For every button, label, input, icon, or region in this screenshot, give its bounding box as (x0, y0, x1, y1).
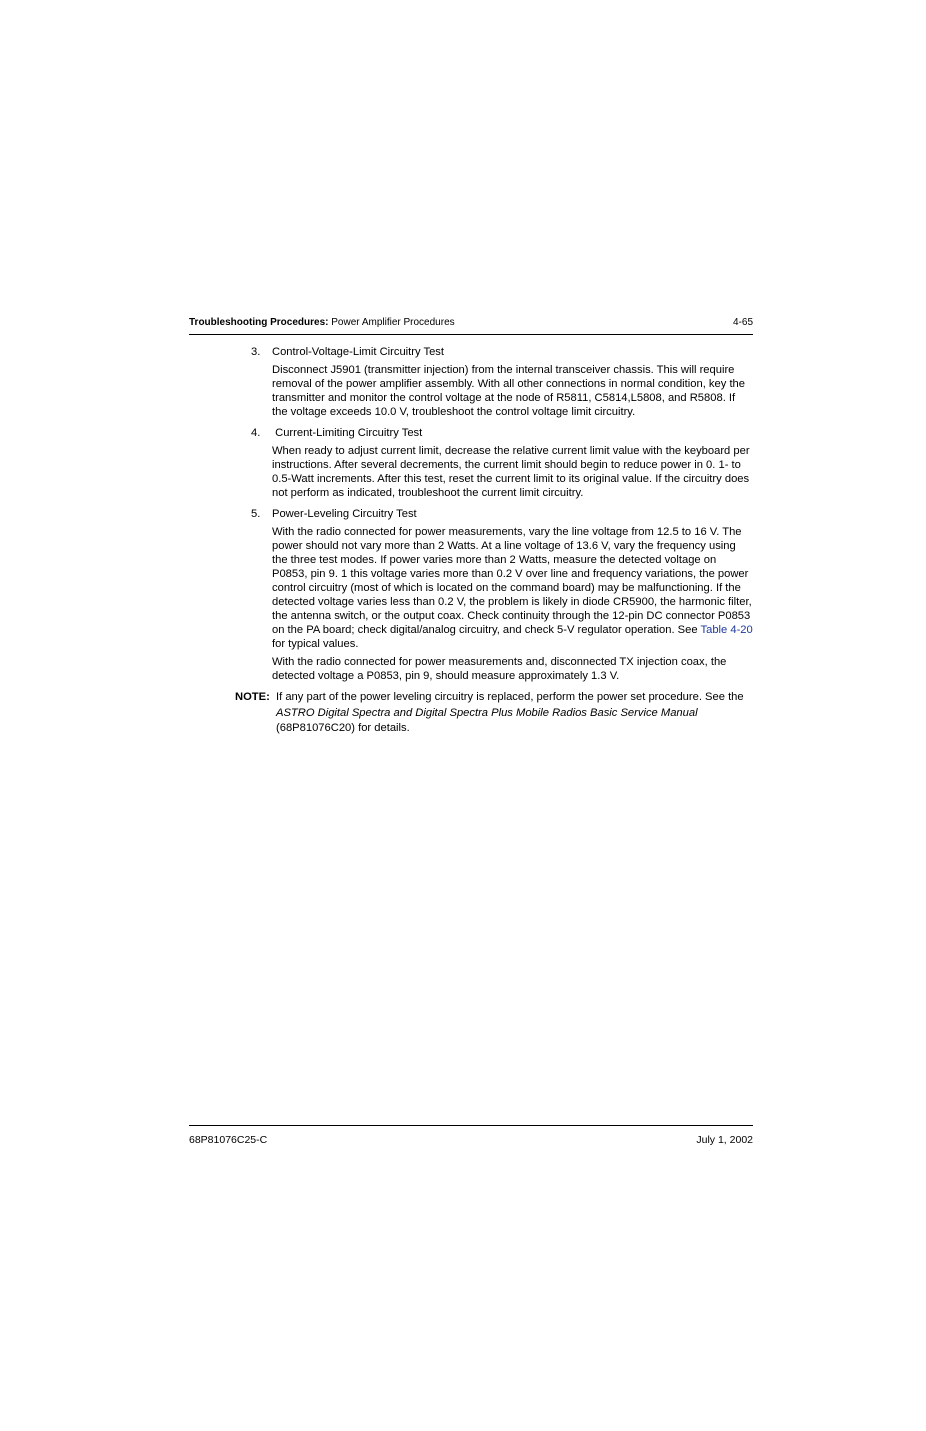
page-body (189, 345, 753, 737)
header-subsection-title: Power Amplifier Procedures (331, 317, 455, 328)
manual-title: ASTRO Digital Spectra and Digital Spectra Plus Mobile Radios Basic Service Manual (276, 706, 698, 719)
page-number: 4-65 (732, 317, 753, 328)
publication-date: July 1, 2002 (696, 1134, 753, 1146)
list-item-number: 4. (251, 427, 261, 439)
list-item-number: 5. (251, 508, 261, 520)
document-number: 68P81076C25-C (189, 1134, 268, 1146)
list-item-5 (189, 507, 753, 683)
list-item-paragraph: With the radio connected for power measurements and, disconnected TX injection coax, the detected voltage a P0853, pin 9, should measure approximately 1.3 V. (272, 656, 727, 682)
list-item-paragraph: Disconnect J5901 (transmitter injection) from the internal transceiver chassis. This will require removal of the power amplifier assembly. With all other connections in normal condition, key the transmitter and monitor the control voltage at the node of R5811, C5814,L5808, and R5808. If the voltage exceeds 10.0 V, troubleshoot the control voltage limit circuitry. (272, 364, 745, 418)
list-item-number: 3. (251, 346, 261, 358)
list-item-4 (189, 426, 753, 500)
header-section (189, 316, 455, 330)
list-item-heading (189, 507, 753, 521)
note-label: NOTE: (235, 691, 270, 703)
list-item-heading (189, 426, 753, 440)
page-footer (189, 1133, 753, 1147)
header-section-title: Troubleshooting Procedures: (189, 317, 329, 328)
list-item-title: Current-Limiting Circuitry Test (272, 427, 423, 439)
list-item-heading (189, 345, 753, 359)
header-rule (189, 334, 753, 335)
note-text: If any part of the power leveling circuitry is replaced, perform the power set procedure. See the (276, 691, 744, 703)
paragraph-text: With the radio connected for power measurements, vary the line voltage from 12.5 to 16 V. The power should not vary more than 2 Watts. At a line voltage of 13.6 V, vary the frequency using the three test modes. If power varies more than 2 Watts, measure the detected voltage on P0853, pin 9. 1 this voltage varies more than 0.2 V over line and frequency variations, the power control circuitry (most of which is located on the command board) may be malfunctioning. If the detected voltage varies less than 0.2 V, the problem is likely in diode CR5900, the harmonic filter, the antenna switch, or the output coax. Check continuity through the 12-pin DC connector P0853 on the PA board; check digital/analog circuitry, and check 5-V regulator operation. See (272, 526, 752, 636)
list-item-paragraph: When ready to adjust current limit, decrease the relative current limit value with the keyboard per instructions. After several decrements, the current limit should begin to reduce power in 0. 1- to 0.5-Watt increments. After this test, reset the current limit to its original value. If the circuitry does not perform as indicated, troubleshoot the current limit circuitry. (272, 445, 750, 499)
list-item-title: Control-Voltage-Limit Circuitry Test (272, 346, 445, 358)
footer-rule (189, 1125, 753, 1126)
list-item-paragraph (272, 525, 753, 651)
table-4-20-link[interactable]: Table 4-20 (700, 624, 753, 636)
list-item-3 (189, 345, 753, 419)
note-text: (68P81076C20) for details. (276, 722, 410, 734)
page-header (189, 316, 753, 332)
note-block (189, 690, 753, 737)
list-item-title: Power-Leveling Circuitry Test (272, 508, 417, 520)
paragraph-text: for typical values. (272, 638, 359, 650)
